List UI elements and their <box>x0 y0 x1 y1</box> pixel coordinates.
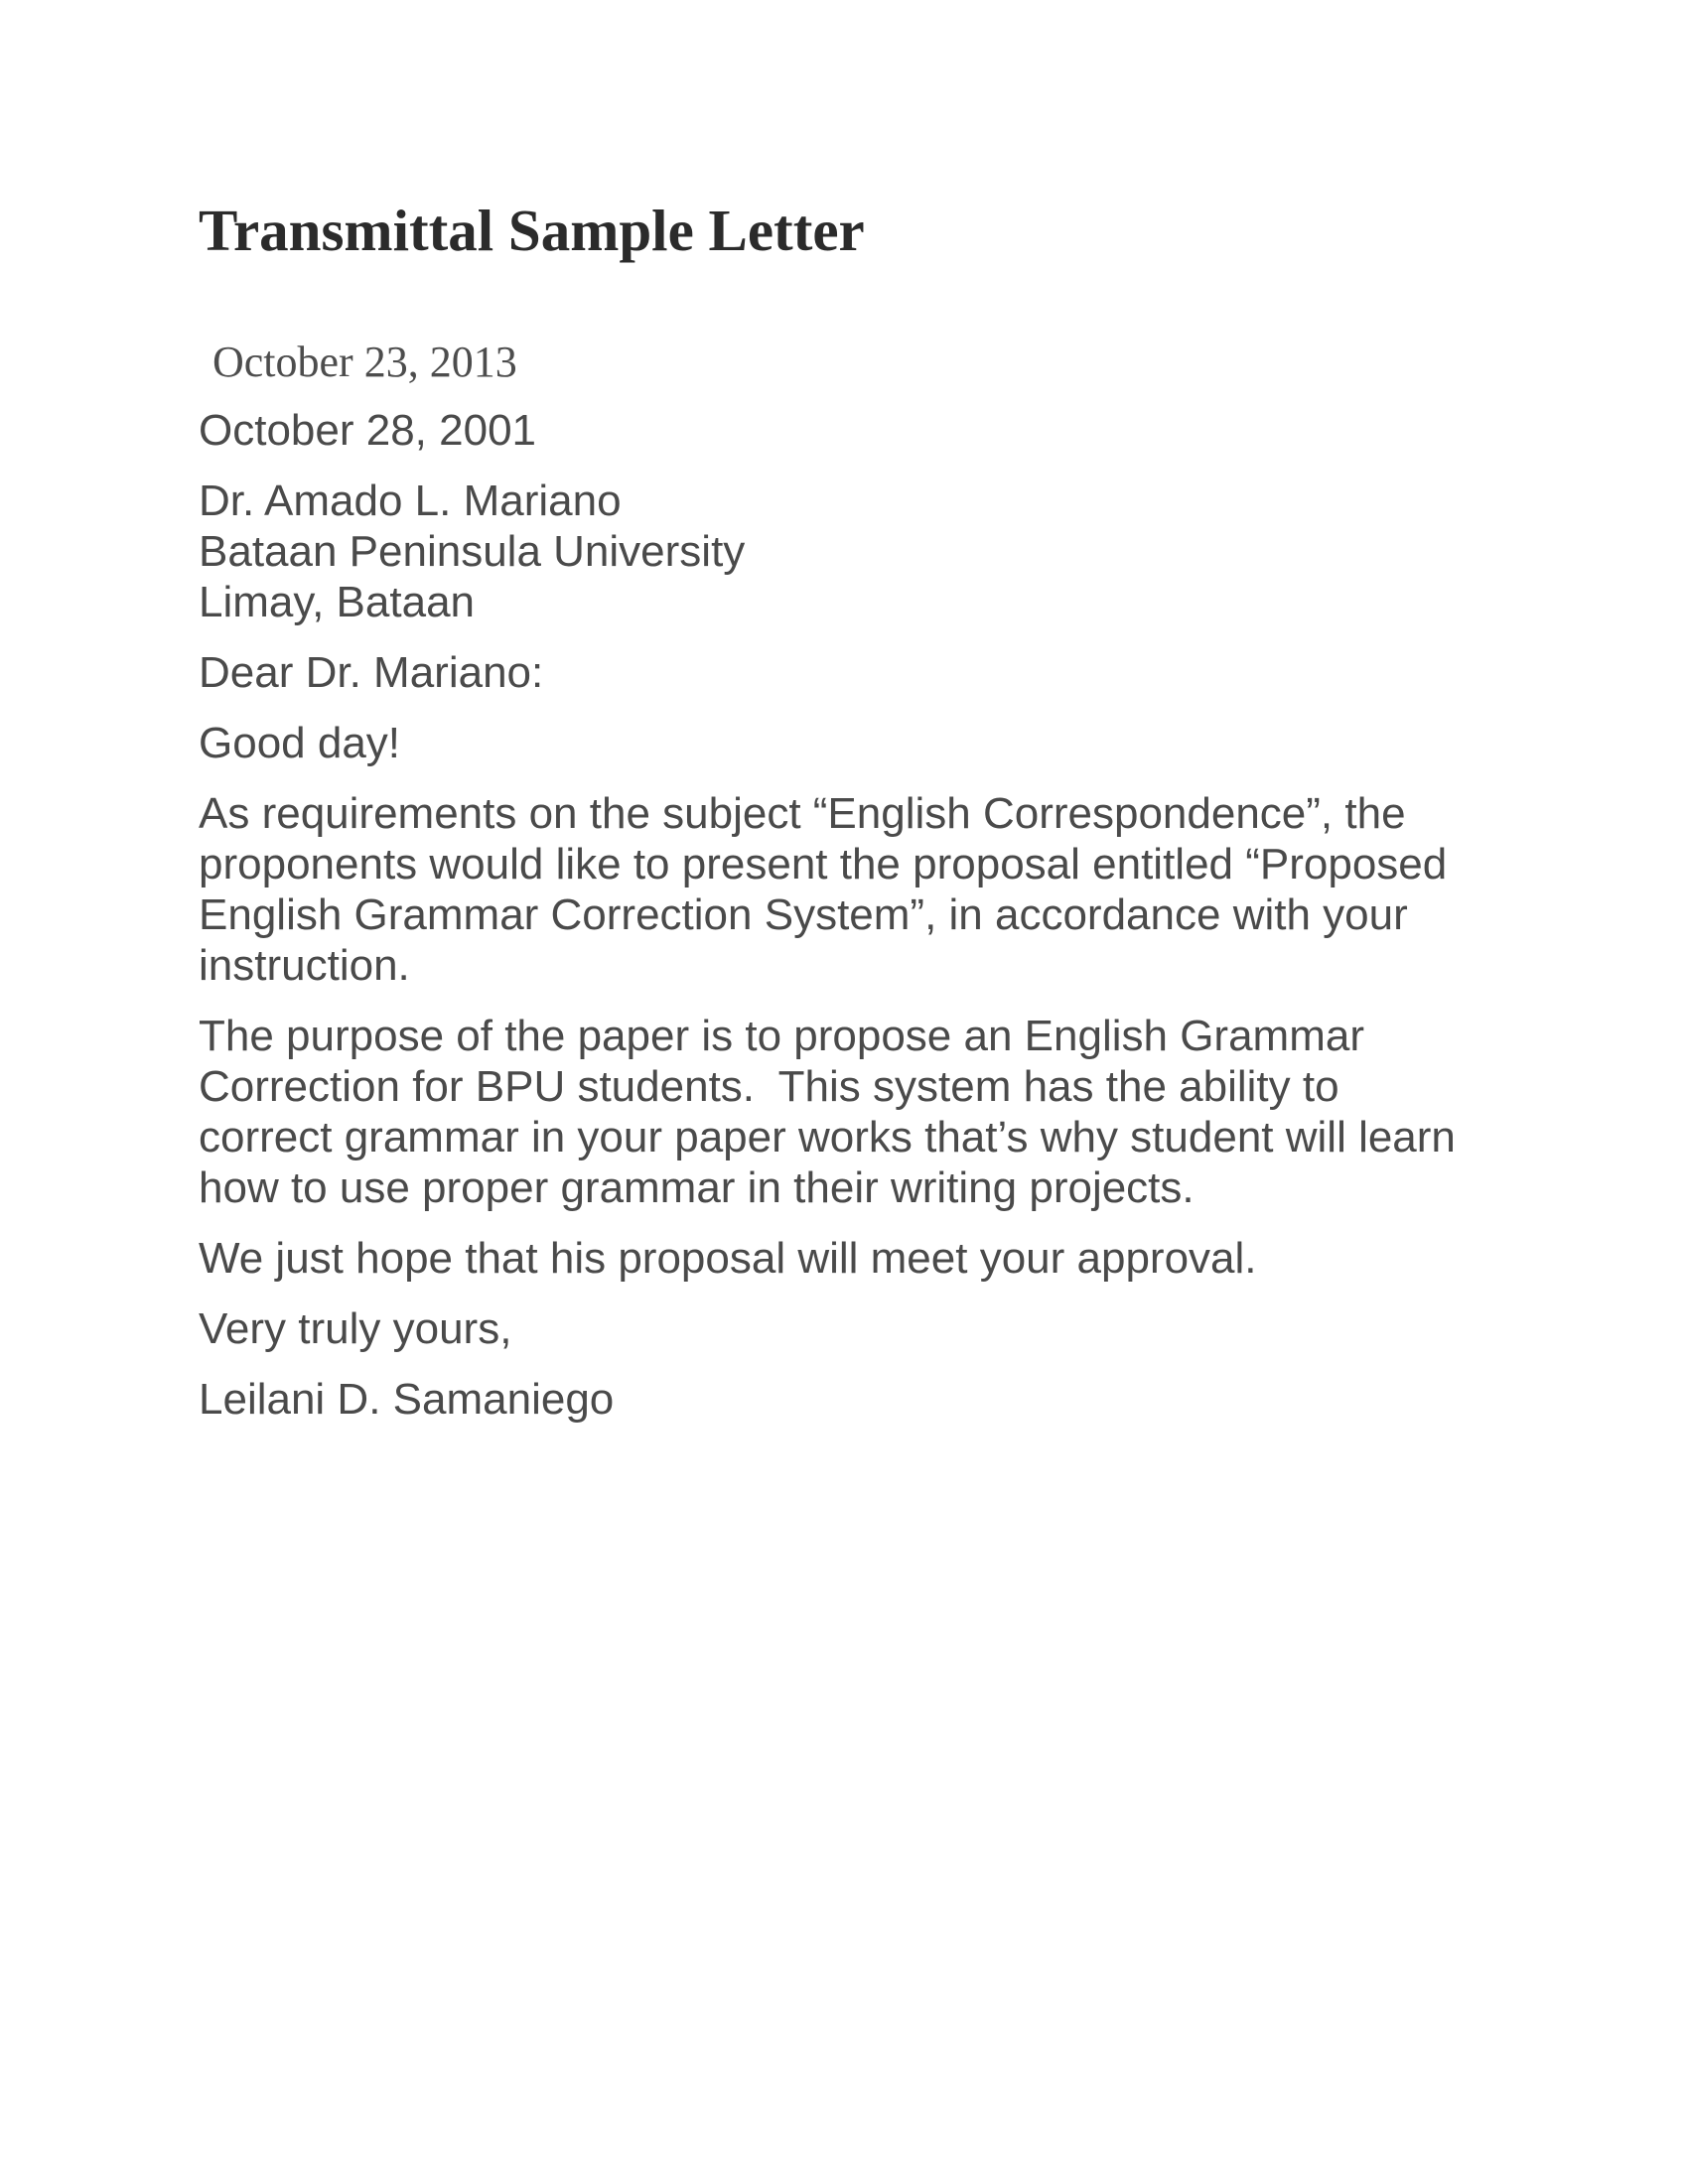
page-title: Transmittal Sample Letter <box>199 198 865 263</box>
recipient-location: Limay, Bataan <box>199 578 476 626</box>
body-paragraph-1 <box>199 788 1489 991</box>
letter-date: October 28, 2001 <box>199 406 537 455</box>
salutation: Dear Dr. Mariano: <box>199 648 544 697</box>
paragraph-2-line: how to use proper grammar in their writing projects. <box>199 1163 1195 1212</box>
recipient-institution: Bataan Peninsula University <box>199 527 746 576</box>
complimentary-close: Very truly yours, <box>199 1304 512 1353</box>
closing-sentence: We just hope that his proposal will meet your approval. <box>199 1234 1257 1283</box>
recipient-name: Dr. Amado L. Mariano <box>199 477 622 525</box>
paragraph-1-line: English Grammar Correction System”, in accordance with your <box>199 890 1408 939</box>
letter-body <box>199 405 1489 1425</box>
paragraph-1-line: instruction. <box>199 941 410 990</box>
post-date: October 23, 2013 <box>212 338 517 386</box>
signature-name: Leilani D. Samaniego <box>199 1375 615 1424</box>
paragraph-1-line: As requirements on the subject “English Correspondence”, the <box>199 789 1406 838</box>
recipient-address <box>199 476 1489 627</box>
body-paragraph-2 <box>199 1011 1489 1213</box>
paragraph-2-line: The purpose of the paper is to propose an English Grammar <box>199 1012 1364 1060</box>
letter-content <box>199 195 1489 1444</box>
paragraph-2-line: correct grammar in your paper works that’s why student will learn <box>199 1113 1456 1161</box>
paragraph-2-line: Correction for BPU students. This system has the ability to <box>199 1062 1339 1111</box>
greeting: Good day! <box>199 719 401 767</box>
paragraph-1-line: proponents would like to present the proposal entitled “Proposed <box>199 840 1448 888</box>
